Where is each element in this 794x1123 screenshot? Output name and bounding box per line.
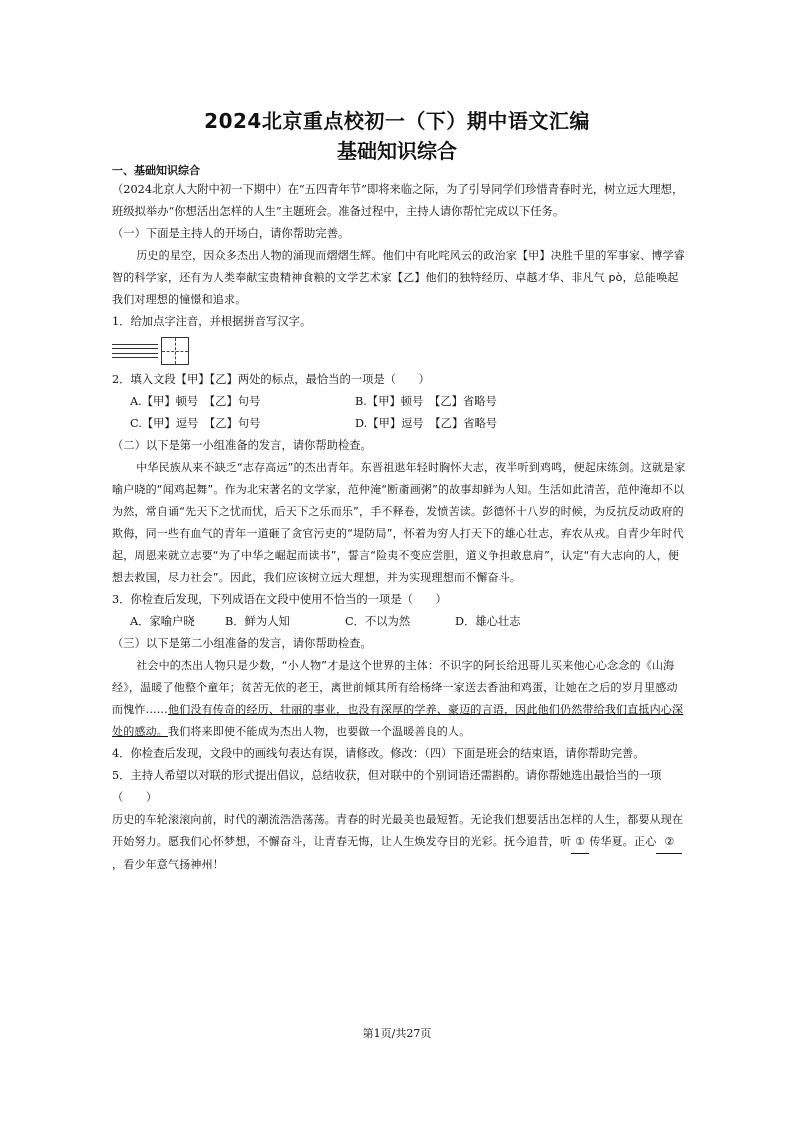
page-number: 第1页/共27页 <box>362 1027 432 1040</box>
option-d[interactable]: D.【甲】逗号 【乙】省略号 <box>355 417 498 430</box>
option-b[interactable]: B．鲜为人知 <box>225 615 290 628</box>
part3-passage-end: 我们将来即使不能成为杰出人物，也要做一个温暖善良的人。 <box>168 725 471 738</box>
underlined-sentence: 他们没有传奇的经历、壮丽的事业，也没有深厚的学养、豪迈的言语，因此他们仍然带给我们直抵内心深处的感动。 <box>112 703 684 738</box>
document-body <box>112 163 687 876</box>
question-3-options <box>112 611 687 633</box>
closing-text-c: ，看少年意气扬神州！ <box>112 858 224 871</box>
closing-text-a: 历史的车轮滚滚向前，时代的潮流浩浩荡荡。青春的时光最美也最短暂。无论我们想要活出怎样的人生，都要从现在开始努力。愿我们心怀梦想，不懈奋斗，让青春无悔，让人生焕发夺目的光彩。抚今追昔，听 <box>112 813 684 848</box>
part1-heading: （一）下面是主持人的开场白，请你帮助完善。 <box>112 227 350 240</box>
answer-writing-area[interactable] <box>112 333 687 369</box>
question-5: 5．主持人希望以对联的形式提出倡议，总结收获，但对联中的个别词语还需斟酌。请你帮她选出最恰当的一项（ ） <box>112 769 662 804</box>
character-grid-box[interactable] <box>161 337 189 365</box>
document-subtitle: 基础知识综合 <box>337 139 457 163</box>
closing-text-b: 传华夏。正心 <box>589 835 657 848</box>
option-a[interactable]: A．家喻户晓 <box>130 615 195 628</box>
question-4: 4．你检查后发现，文段中的画线句表达有误，请修改。修改：（四）下面是班会的结束语，请你帮助完善。 <box>112 747 645 760</box>
blank-1[interactable]: ① <box>571 831 589 854</box>
question-2: 2．填入文段【甲】【乙】两处的标点，最恰当的一项是（ ） <box>112 373 430 386</box>
section-intro: （2024北京人大附中初一下期中）在“五四青年节”即将来临之际，为了引导同学们珍惜青春时光，树立远大理想，班级拟举办“你想活出怎样的人生”主题班会。准备过程中，主持人请你帮忙完成以下任务。 <box>112 183 684 218</box>
question-1: 1．给加点字注音，并根据拼音写汉字。 <box>112 315 312 328</box>
document-title: 2024北京重点校初一（下）期中语文汇编 <box>204 109 590 133</box>
question-2-options <box>112 391 687 435</box>
option-c[interactable]: C．不以为然 <box>345 615 411 628</box>
option-a[interactable]: A.【甲】顿号 【乙】句号 <box>130 395 261 408</box>
part1-passage: 历史的星空，因众多杰出人物的涌现而熠熠生辉。他们中有叱咤风云的政治家【甲】决胜千里的军事家、博学睿智的科学家，还有为人类奉献宝贵精神食粮的文学艺术家【乙】他们的独特经历、卓越才华、非凡气 pò，总能唤起我们对理想的憧憬和追求。 <box>112 249 685 306</box>
option-b[interactable]: B.【甲】顿号 【乙】省略号 <box>355 395 497 408</box>
part2-passage: 中华民族从来不缺乏“志存高远”的杰出青年。东晋祖逖年轻时胸怀大志，夜半听到鸡鸣，便起床练剑。这就是家喻户晓的“闻鸡起舞”。作为北宋著名的文学家，范仲淹“断齑画粥”的故事却鲜为人知。生活如此清苦，范仲淹却不以为然，常自诵“先天下之忧而忧，后天下之乐而乐”，手不释卷，发愤苦读。彭德怀十八岁的时候，为反抗反动政府的欺侮，同一些有血气的青年一道砸了贪官污吏的“堤防局”，怀着为穷人打天下的雄心壮志，弃农从戎。自青少年时代起，周恩来就立志要“为了中华之崛起而读书”，誓言“险夷不变应尝胆，道义争担敢息肩”，认定“有大志向的人，便想去救国，尽力社会”。因此，我们应该树立远大理想，并为实现理想而不懈奋斗。 <box>112 461 686 584</box>
closing-passage <box>112 809 687 876</box>
option-c[interactable]: C.【甲】逗号 【乙】句号 <box>130 417 261 430</box>
blank-2[interactable]: ② <box>656 831 682 854</box>
part3-heading: （三）以下是第二小组准备的发言，请你帮助检查。 <box>112 637 372 650</box>
part2-heading: （二）以下是第一小组准备的发言，请你帮助检查。 <box>112 439 372 452</box>
question-3: 3．你检查后发现，下列成语在文段中使用不恰当的一项是（ ） <box>112 593 447 606</box>
part3-passage <box>112 655 687 743</box>
pinyin-lines[interactable] <box>112 341 158 361</box>
section-heading: 一、基础知识综合 <box>112 164 200 177</box>
part3-passage-lead: 社会中的杰出人物只是少数，“小人物”才是这个世界的主体：不识字的阿长给迅哥儿买来他心心念念的《山海经》，温暖了他整个童年；贫苦无依的老王，离世前倾其所有给杨绛一家送去香油和鸡蛋，让她在之后的岁月里感动而愧怍…… <box>112 659 678 716</box>
option-d[interactable]: D．雄心壮志 <box>455 615 521 628</box>
